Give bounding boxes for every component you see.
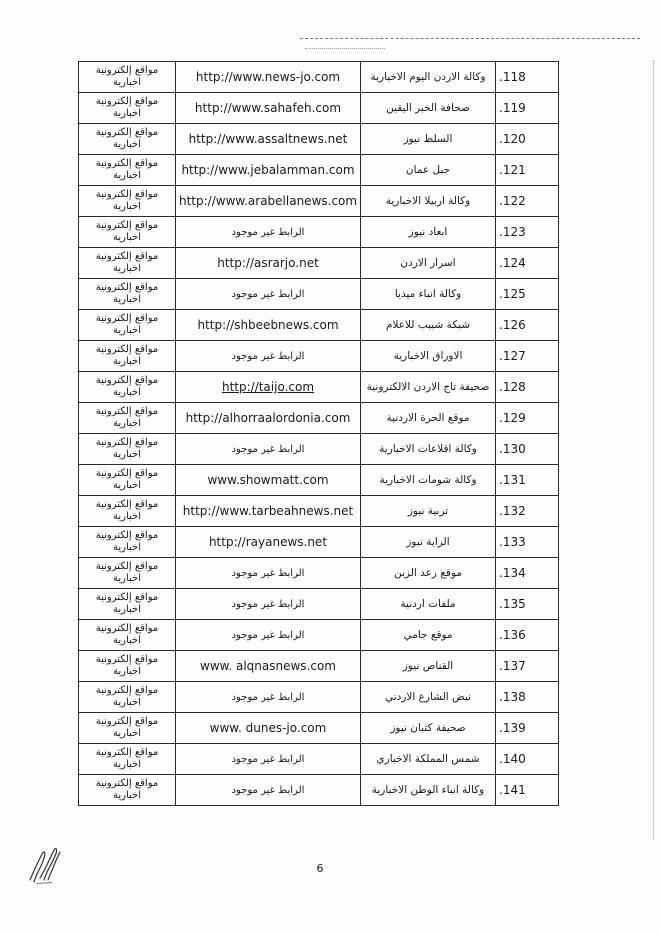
table-row <box>79 620 559 651</box>
row-number-cell: .130 <box>496 434 559 465</box>
right-margin-dots <box>652 60 654 840</box>
site-name-cell: وكالة شومات الاخبارية <box>361 465 496 496</box>
site-url-link[interactable]: http://www.arabellanews.com <box>179 194 358 208</box>
site-type-cell: مواقع إلكترونية اخبارية <box>79 310 176 341</box>
site-type-cell: مواقع إلكترونية اخبارية <box>79 186 176 217</box>
table-row <box>79 651 559 682</box>
site-url-link[interactable]: www. dunes-jo.com <box>209 721 327 735</box>
site-url-cell <box>176 558 361 589</box>
site-name-cell: السلط نيوز <box>361 124 496 155</box>
site-url-cell <box>176 372 361 403</box>
row-number-cell: .118 <box>496 62 559 93</box>
site-name-cell: تربية نيوز <box>361 496 496 527</box>
row-number-cell: .134 <box>496 558 559 589</box>
url-missing-text: الرابط غير موجود <box>231 629 305 641</box>
site-type-cell: مواقع إلكترونية اخبارية <box>79 217 176 248</box>
row-number-cell: .131 <box>496 465 559 496</box>
row-number-cell: .138 <box>496 682 559 713</box>
site-url-link[interactable]: www. alqnasnews.com <box>200 659 336 673</box>
url-missing-text: الرابط غير موجود <box>231 567 305 579</box>
site-type-cell: مواقع إلكترونية اخبارية <box>79 248 176 279</box>
row-number-cell: .133 <box>496 527 559 558</box>
table-row <box>79 775 559 806</box>
site-url-cell <box>176 434 361 465</box>
site-name-cell: وكالة انباء الوطن الاخبارية <box>361 775 496 806</box>
table-row <box>79 62 559 93</box>
site-name-cell: ابعاد نيوز <box>361 217 496 248</box>
table-row <box>79 217 559 248</box>
site-type-cell: مواقع إلكترونية اخبارية <box>79 279 176 310</box>
table-row <box>79 744 559 775</box>
site-name-cell: صحيفة كثبان نيوز <box>361 713 496 744</box>
site-type-cell: مواقع إلكترونية اخبارية <box>79 713 176 744</box>
site-url-cell <box>176 155 361 186</box>
row-number-cell: .132 <box>496 496 559 527</box>
site-type-cell: مواقع إلكترونية اخبارية <box>79 403 176 434</box>
site-url-link[interactable]: http://www.tarbeahnews.net <box>182 504 354 518</box>
table-row <box>79 403 559 434</box>
table-row <box>79 589 559 620</box>
site-type-cell: مواقع إلكترونية اخبارية <box>79 651 176 682</box>
site-type-cell: مواقع إلكترونية اخبارية <box>79 93 176 124</box>
site-name-cell: جبل عمان <box>361 155 496 186</box>
news-sites-table <box>78 61 559 806</box>
header-dotted-line <box>305 48 385 49</box>
site-type-cell: مواقع إلكترونية اخبارية <box>79 620 176 651</box>
table-row <box>79 124 559 155</box>
site-url-cell <box>176 124 361 155</box>
row-number-cell: .125 <box>496 279 559 310</box>
site-url-cell <box>176 186 361 217</box>
row-number-cell: .121 <box>496 155 559 186</box>
row-number-cell: .139 <box>496 713 559 744</box>
table-row <box>79 93 559 124</box>
table-row <box>79 155 559 186</box>
site-url-cell <box>176 682 361 713</box>
url-missing-text: الرابط غير موجود <box>231 226 305 238</box>
table-row <box>79 248 559 279</box>
site-name-cell: موقع جامي <box>361 620 496 651</box>
site-type-cell: مواقع إلكترونية اخبارية <box>79 775 176 806</box>
news-sites-table-body <box>79 62 559 806</box>
table-row <box>79 558 559 589</box>
site-name-cell: الراية نيوز <box>361 527 496 558</box>
url-missing-text: الرابط غير موجود <box>231 443 305 455</box>
site-url-cell <box>176 248 361 279</box>
site-url-cell <box>176 744 361 775</box>
table-row <box>79 682 559 713</box>
row-number-cell: .135 <box>496 589 559 620</box>
handwritten-signature <box>22 840 72 890</box>
site-url-cell <box>176 341 361 372</box>
site-url-link[interactable]: http://shbeebnews.com <box>197 318 339 332</box>
page-number: 6 <box>316 862 324 875</box>
site-name-cell: صحافة الخبر اليقين <box>361 93 496 124</box>
site-type-cell: مواقع إلكترونية اخبارية <box>79 155 176 186</box>
url-missing-text: الرابط غير موجود <box>231 598 305 610</box>
header-dashed-line <box>300 38 640 47</box>
site-url-cell <box>176 62 361 93</box>
site-url-cell <box>176 589 361 620</box>
site-name-cell: موقع رعد الزبن <box>361 558 496 589</box>
site-type-cell: مواقع إلكترونية اخبارية <box>79 589 176 620</box>
table-row <box>79 279 559 310</box>
site-url-cell <box>176 310 361 341</box>
site-url-link[interactable]: http://taijo.com <box>221 380 315 394</box>
site-url-link[interactable]: http://www.assaltnews.net <box>188 132 348 146</box>
row-number-cell: .122 <box>496 186 559 217</box>
row-number-cell: .128 <box>496 372 559 403</box>
site-type-cell: مواقع إلكترونية اخبارية <box>79 527 176 558</box>
table-row <box>79 434 559 465</box>
row-number-cell: .126 <box>496 310 559 341</box>
row-number-cell: .136 <box>496 620 559 651</box>
site-url-cell <box>176 620 361 651</box>
site-name-cell: شمس المملكة الاخباري <box>361 744 496 775</box>
site-name-cell: وكالة اقلاعات الاخبارية <box>361 434 496 465</box>
site-type-cell: مواقع إلكترونية اخبارية <box>79 124 176 155</box>
site-type-cell: مواقع إلكترونية اخبارية <box>79 744 176 775</box>
site-type-cell: مواقع إلكترونية اخبارية <box>79 682 176 713</box>
row-number-cell: .141 <box>496 775 559 806</box>
site-url-link[interactable]: http://rayanews.net <box>208 535 328 549</box>
url-missing-text: الرابط غير موجود <box>231 691 305 703</box>
site-name-cell: موقع الحرة الاردنية <box>361 403 496 434</box>
site-url-link[interactable]: http://alhorraalordonia.com <box>185 411 351 425</box>
site-name-cell: وكالة انباء ميديا <box>361 279 496 310</box>
site-url-cell <box>176 527 361 558</box>
table-row <box>79 310 559 341</box>
row-number-cell: .137 <box>496 651 559 682</box>
site-url-cell <box>176 279 361 310</box>
site-url-cell <box>176 465 361 496</box>
table-row <box>79 713 559 744</box>
site-type-cell: مواقع إلكترونية اخبارية <box>79 558 176 589</box>
row-number-cell: .119 <box>496 93 559 124</box>
row-number-cell: .124 <box>496 248 559 279</box>
row-number-cell: .140 <box>496 744 559 775</box>
site-url-link[interactable]: http://www.jebalamman.com <box>181 163 355 177</box>
site-type-cell: مواقع إلكترونية اخبارية <box>79 62 176 93</box>
site-url-cell <box>176 651 361 682</box>
site-url-link[interactable]: http://www.sahafeh.com <box>194 101 342 115</box>
site-type-cell: مواقع إلكترونية اخبارية <box>79 434 176 465</box>
site-type-cell: مواقع إلكترونية اخبارية <box>79 465 176 496</box>
site-url-cell <box>176 403 361 434</box>
row-number-cell: .129 <box>496 403 559 434</box>
site-name-cell: صحيفة تاج الاردن الالكترونية <box>361 372 496 403</box>
site-url-cell <box>176 775 361 806</box>
site-url-cell <box>176 93 361 124</box>
site-type-cell: مواقع إلكترونية اخبارية <box>79 496 176 527</box>
url-missing-text: الرابط غير موجود <box>231 350 305 362</box>
site-type-cell: مواقع إلكترونية اخبارية <box>79 341 176 372</box>
site-url-link[interactable]: www.showmatt.com <box>207 473 329 487</box>
site-name-cell: وكالة اربيلا الاخبارية <box>361 186 496 217</box>
site-type-cell: مواقع إلكترونية اخبارية <box>79 372 176 403</box>
site-url-cell <box>176 496 361 527</box>
row-number-cell: .123 <box>496 217 559 248</box>
table-row <box>79 465 559 496</box>
site-name-cell: الاوراق الاخبارية <box>361 341 496 372</box>
row-number-cell: .120 <box>496 124 559 155</box>
site-name-cell: ملفات اردنية <box>361 589 496 620</box>
site-name-cell: شبكة شبيب للاعلام <box>361 310 496 341</box>
url-missing-text: الرابط غير موجود <box>231 288 305 300</box>
site-url-cell <box>176 713 361 744</box>
site-url-cell <box>176 217 361 248</box>
site-name-cell: اسرار الاردن <box>361 248 496 279</box>
table-row <box>79 496 559 527</box>
site-name-cell: نبض الشارع الاردني <box>361 682 496 713</box>
site-url-link[interactable]: http://www.news-jo.com <box>195 70 341 84</box>
table-row <box>79 341 559 372</box>
site-name-cell: وكالة الاردن اليوم الاخبارية <box>361 62 496 93</box>
table-row <box>79 186 559 217</box>
row-number-cell: .127 <box>496 341 559 372</box>
table-row <box>79 527 559 558</box>
url-missing-text: الرابط غير موجود <box>231 753 305 765</box>
url-missing-text: الرابط غير موجود <box>231 784 305 796</box>
site-name-cell: القناص نيوز <box>361 651 496 682</box>
table-row <box>79 372 559 403</box>
site-url-link[interactable]: http://asrarjo.net <box>217 256 319 270</box>
